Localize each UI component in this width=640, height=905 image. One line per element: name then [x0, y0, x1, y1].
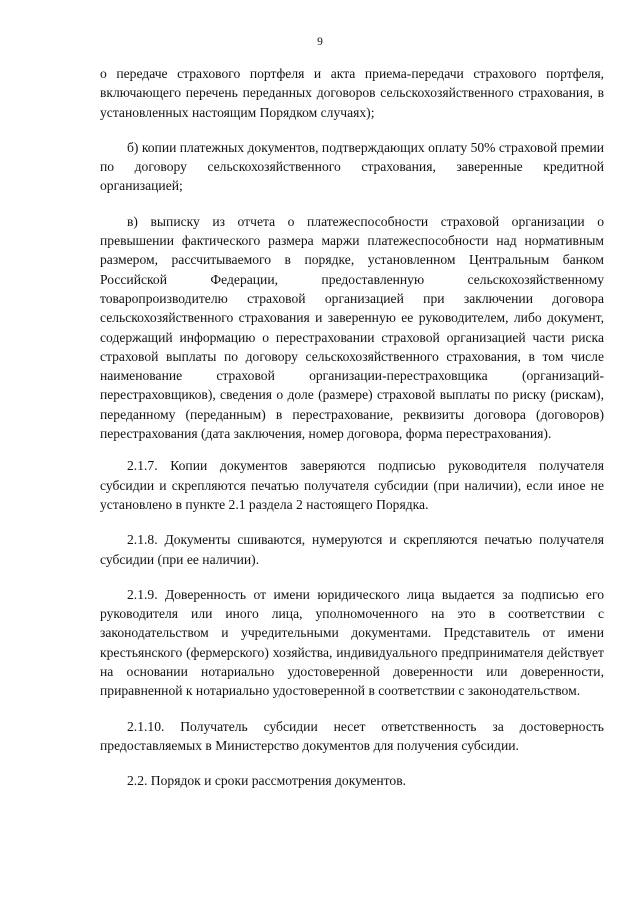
paragraph-spacer — [100, 122, 604, 138]
page-number: 9 — [317, 36, 323, 48]
paragraph-spacer — [100, 514, 604, 530]
paragraph-2-1-10: 2.1.10. Получатель субсидии несет ответственность за достоверность предоставляемых в Министерство документов для получения субсидии. — [100, 718, 604, 753]
paragraph-continuation: о передаче страхового портфеля и акта приема-передачи страхового портфеля, включающего перечень переданных договоров сельскохозяйственного страхования, в установленных настоящим Порядком случаях); — [100, 66, 604, 120]
paragraph-2-1-8: 2.1.8. Документы сшиваются, нумеруются и скрепляются печатью получателя субсидии (при ее наличии). — [100, 532, 604, 567]
paragraph-item-b: б) копии платежных документов, подтверждающих оплату 50% страховой премии по договору сельскохозяйственного страхования, заверенные кредитной организацией; — [100, 139, 604, 194]
paragraph-2-2-heading: 2.2. Порядок и сроки рассмотрения документов. — [127, 773, 407, 789]
paragraph-item-v: в) выписку из отчета о платежеспособности страховой организации о превышении фактического размера маржи платежеспособности над нормативным размером, рассчитываемого в порядке, установленном Центральным банком Российской Федерации, предоставленную сельскохозяйственному товаропроизводителю страховой организацией при заключении договора сельскохозяйственного страхования и заверенную ее руководителем, либо документ, содержащий информацию о перестраховании страховой организацией части риска страховой выплаты по договору сельскохозяйственного страхования, в том числе наименование страховой организации-перестраховщика (организаций-перестраховщиков), сведения о доле (размере) страховой выплаты по риску (рискам), переданному (переданным) в перестрахование, реквизиты договора (договоров) перестрахования (дата заключения, номер договора, форма перестрахования). — [100, 213, 604, 442]
paragraph-spacer — [100, 443, 604, 456]
paragraph-spacer — [100, 196, 604, 212]
paragraph-spacer — [100, 701, 604, 717]
paragraph-spacer — [100, 569, 604, 585]
document-body — [100, 64, 604, 791]
paragraph-2-1-7: 2.1.7. Копии документов заверяются подписью руководителя получателя субсидии и скрепляются печатью получателя субсидии (при наличии), если иное не установлено в пункте 2.1 раздела 2 настоящего Порядка. — [100, 458, 604, 512]
paragraph-2-1-9: 2.1.9. Доверенность от имени юридического лица выдается за подписью его руководителя или иного лица, уполномоченного на это в соответствии с законодательством и учредительными документами. Представитель от имени крестьянского (фермерского) хозяйства, индивидуального предпринимателя действует на основании нотариально удостоверенной доверенности или доверенности, приравненной к нотариально удостоверенной в соответствии с законодательством. — [100, 586, 604, 699]
paragraph-spacer — [100, 755, 604, 771]
